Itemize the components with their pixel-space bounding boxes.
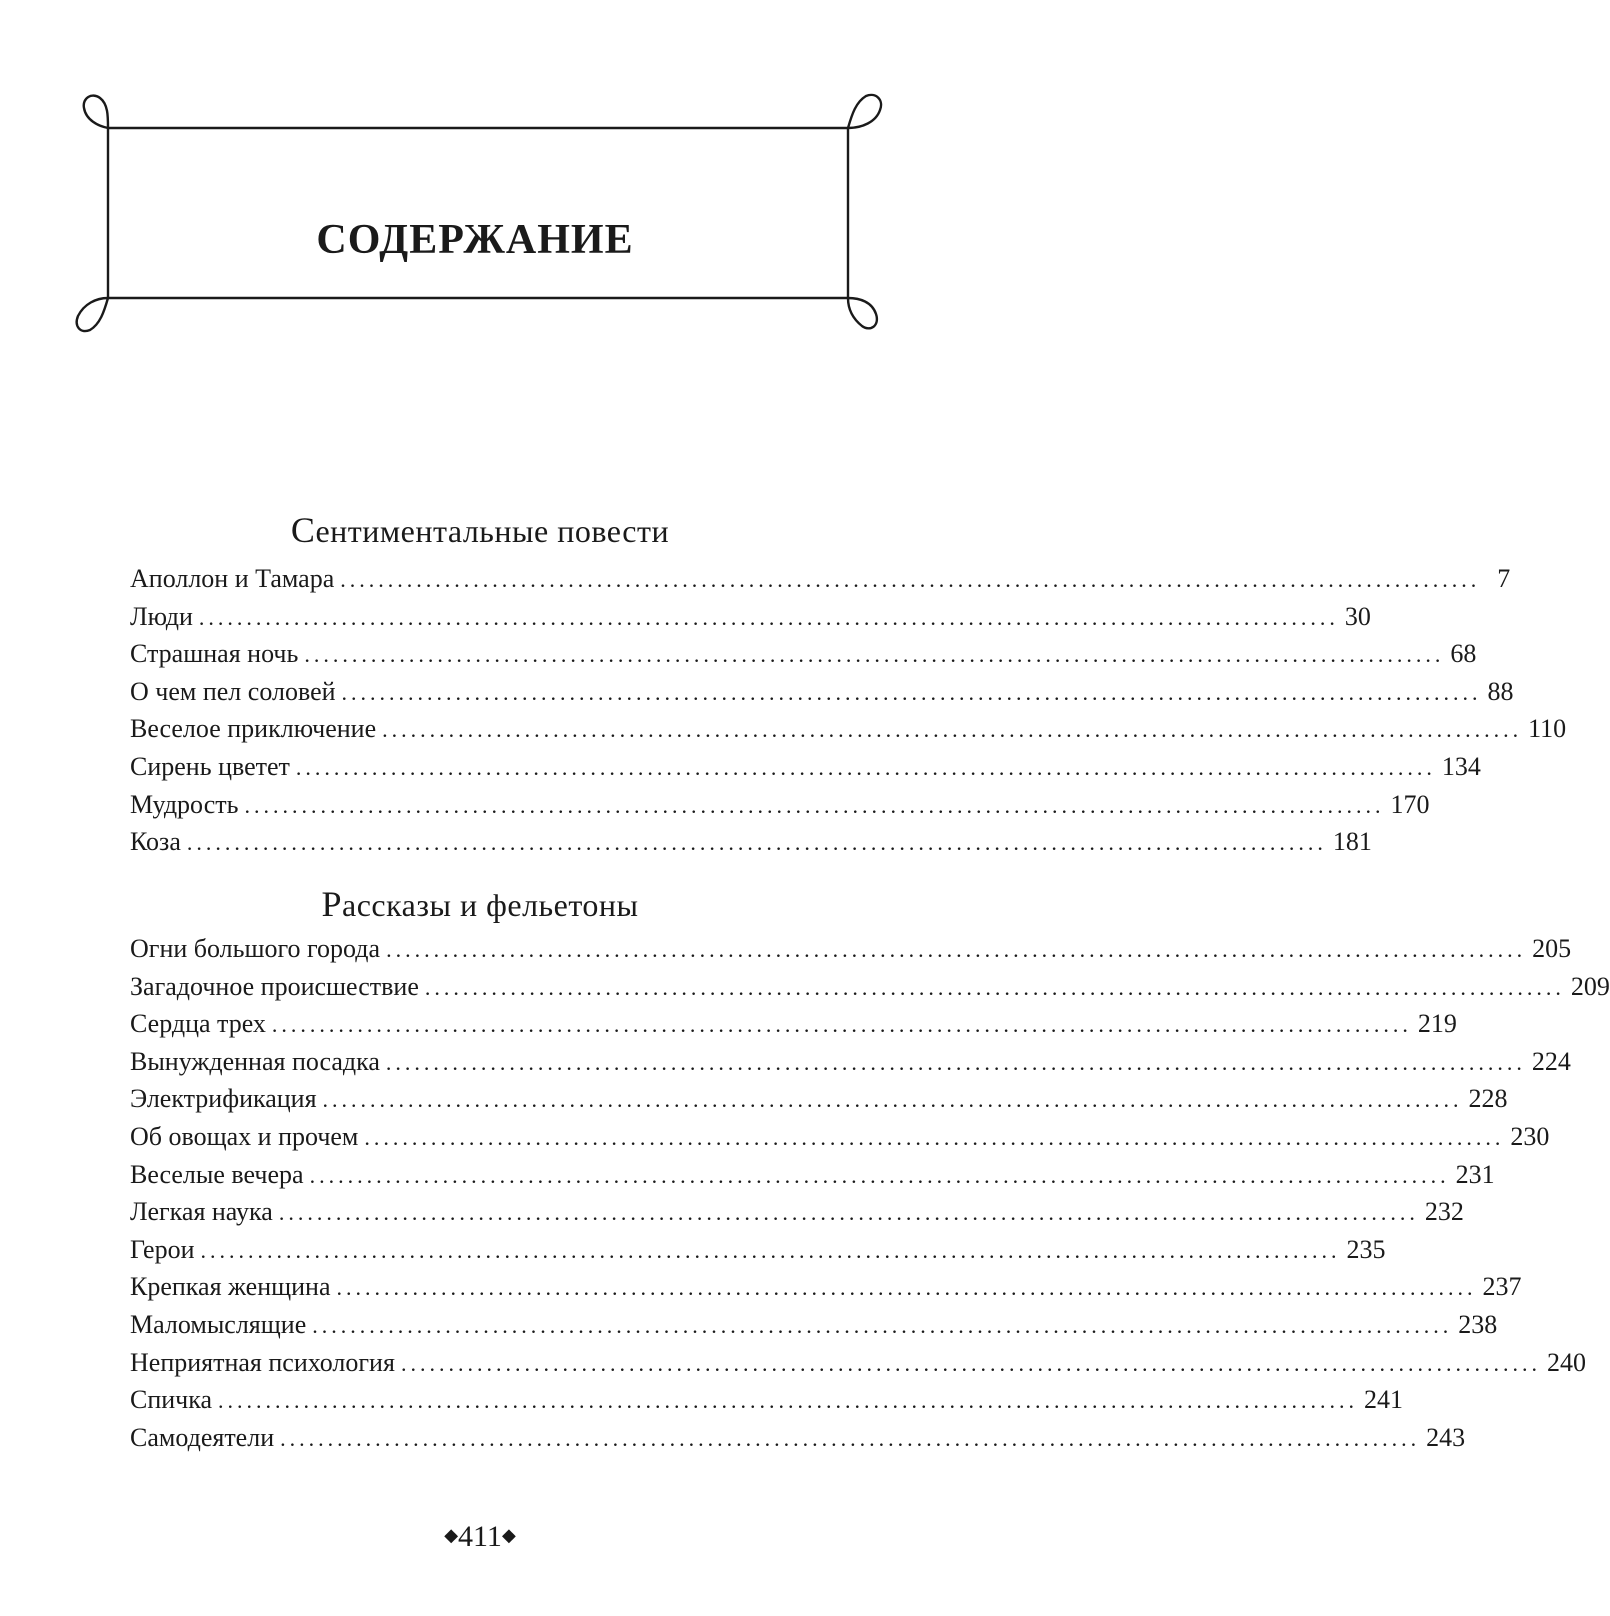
- section-title-initial: Р: [321, 884, 342, 924]
- toc-entry-title: Об овощах и прочем: [130, 1121, 359, 1151]
- toc-entry-title: Герои: [130, 1234, 195, 1264]
- toc-entry-title: Самодеятели: [130, 1422, 275, 1452]
- dot-leader: ........................................................................................................................: [186, 830, 1327, 856]
- toc-entry[interactable]: [130, 1419, 1466, 1457]
- toc-entry-title: Аполлон и Тамара: [130, 564, 335, 593]
- dot-leader: ........................................................................................................................: [322, 1087, 1463, 1113]
- toc-entry-page: 134: [1441, 751, 1481, 781]
- toc-entry-page: 240: [1546, 1347, 1586, 1377]
- toc-entry[interactable]: [130, 1381, 1404, 1419]
- toc-entry[interactable]: [130, 1344, 1586, 1382]
- toc-entry[interactable]: [130, 1043, 1571, 1081]
- toc-entry-title: Сирень цветет: [130, 751, 290, 781]
- toc-entry-page: 219: [1417, 1009, 1457, 1039]
- page-number: [0, 1520, 960, 1554]
- toc-entry[interactable]: [130, 1005, 1457, 1043]
- toc-entry-title: О чем пел соловей: [130, 676, 336, 706]
- toc-entry-page: 30: [1344, 601, 1371, 631]
- dot-leader: ........................................................................................................................: [340, 567, 1481, 592]
- toc-entry-page: 238: [1458, 1309, 1498, 1339]
- toc-entry-title: Легкая наука: [130, 1197, 273, 1227]
- toc-list-sentimental: [130, 560, 1567, 861]
- dot-leader: ........................................................................................................................: [424, 974, 1565, 1000]
- diamond-ornament-icon: ◆: [444, 1525, 459, 1545]
- dot-leader: ........................................................................................................................: [364, 1124, 1505, 1150]
- section-title-rest: ентиментальные повести: [315, 513, 670, 549]
- section-title-sentimental: [130, 508, 830, 553]
- toc-entry[interactable]: [130, 1080, 1508, 1118]
- dot-leader: ........................................................................................................................: [304, 642, 1445, 668]
- toc-entry-title: Веселые вечера: [130, 1159, 304, 1189]
- toc-entry-page: 88: [1487, 676, 1514, 706]
- page-title: СОДЕРЖАНИЕ: [316, 217, 634, 264]
- dot-leader: ........................................................................................................................: [336, 1275, 1477, 1301]
- section-title-stories: [130, 882, 830, 927]
- toc-entry-title: Маломыслящие: [130, 1309, 307, 1339]
- dot-leader: ........................................................................................................................: [385, 1049, 1526, 1075]
- toc-entry[interactable]: [130, 786, 1430, 824]
- toc-entry-page: 110: [1528, 714, 1567, 744]
- toc-entry-title: Крепкая женщина: [130, 1272, 331, 1302]
- toc-entry-title: Сердца трех: [130, 1009, 266, 1039]
- toc-entry[interactable]: [130, 1231, 1386, 1269]
- toc-entry-title: Вынужденная посадка: [130, 1046, 380, 1076]
- toc-entry-title: Коза: [130, 827, 181, 857]
- toc-entry[interactable]: [130, 823, 1372, 861]
- toc-entry-title: Страшная ночь: [130, 639, 299, 669]
- dot-leader: ........................................................................................................................: [400, 1350, 1541, 1376]
- toc-entry[interactable]: [130, 1156, 1495, 1194]
- toc-entry[interactable]: [130, 1118, 1550, 1156]
- toc-list-stories: [130, 930, 1610, 1456]
- toc-entry-title: Огни большого города: [130, 934, 381, 963]
- dot-leader: ........................................................................................................................: [280, 1425, 1421, 1451]
- toc-entry[interactable]: [130, 1306, 1498, 1344]
- dot-leader: ........................................................................................................................: [271, 1012, 1412, 1038]
- toc-entry[interactable]: [130, 748, 1481, 786]
- toc-entry[interactable]: [130, 560, 1511, 598]
- toc-entry[interactable]: [130, 968, 1610, 1006]
- page-number-value: 411: [458, 1520, 502, 1553]
- toc-entry-page: 224: [1531, 1046, 1571, 1076]
- dot-leader: ........................................................................................................................: [218, 1388, 1359, 1414]
- dot-leader: ........................................................................................................................: [309, 1162, 1450, 1188]
- toc-entry-title: Спичка: [130, 1385, 213, 1415]
- section-title-rest: ассказы и фельетоны: [342, 887, 639, 923]
- toc-entry-page: 209: [1570, 971, 1610, 1001]
- dot-leader: ........................................................................................................................: [244, 792, 1385, 818]
- toc-entry-page: 228: [1468, 1084, 1508, 1114]
- dot-leader: ........................................................................................................................: [200, 1237, 1341, 1263]
- section-title-initial: С: [290, 510, 316, 550]
- toc-entry-title: Неприятная психология: [130, 1347, 395, 1377]
- dot-leader: ........................................................................................................................: [295, 754, 1436, 780]
- toc-entry-title: Веселое приключение: [130, 714, 377, 744]
- dot-leader: ........................................................................................................................: [312, 1312, 1453, 1338]
- toc-entry-title: Люди: [130, 601, 193, 631]
- toc-entry-title: Мудрость: [130, 789, 239, 819]
- toc-entry-page: 170: [1390, 789, 1430, 819]
- toc-entry[interactable]: [130, 710, 1567, 748]
- dot-leader: ........................................................................................................................: [278, 1200, 1419, 1226]
- toc-entry-title: Электрификация: [130, 1084, 317, 1114]
- toc-entry-page: 241: [1364, 1385, 1404, 1415]
- dot-leader: ........................................................................................................................: [382, 717, 1523, 743]
- dot-leader: ........................................................................................................................: [341, 679, 1482, 705]
- toc-entry-page: 237: [1482, 1272, 1522, 1302]
- toc-entry-page: 181: [1332, 827, 1372, 857]
- toc-entry[interactable]: [130, 930, 1572, 968]
- toc-entry-page: 230: [1510, 1121, 1550, 1151]
- dot-leader: ........................................................................................................................: [198, 604, 1339, 630]
- title-frame: [0, 0, 1000, 380]
- toc-entry-page: 243: [1426, 1422, 1466, 1452]
- toc-entry[interactable]: [130, 673, 1514, 711]
- toc-entry[interactable]: [130, 598, 1371, 636]
- toc-entry-page: 232: [1424, 1197, 1464, 1227]
- diamond-ornament-icon: ◆: [501, 1525, 516, 1545]
- toc-entry-page: 231: [1455, 1159, 1495, 1189]
- toc-entry[interactable]: [130, 1268, 1522, 1306]
- toc-entry-page: 68: [1450, 639, 1477, 669]
- toc-entry[interactable]: [130, 1193, 1464, 1231]
- toc-entry-page: 235: [1346, 1234, 1386, 1264]
- toc-entry[interactable]: [130, 635, 1477, 673]
- toc-entry-title: Загадочное происшествие: [130, 971, 419, 1001]
- toc-entry-page: 205: [1532, 934, 1572, 963]
- dot-leader: ........................................................................................................................: [386, 937, 1527, 962]
- toc-entry-page: 7: [1497, 564, 1511, 593]
